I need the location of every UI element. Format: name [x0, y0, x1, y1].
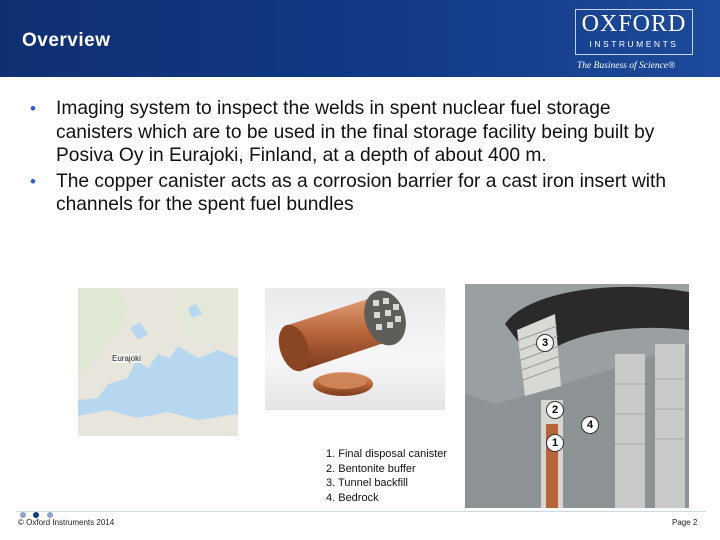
legend-item: 2. Bentonite buffer	[326, 462, 416, 475]
map-label-eurajoki: Eurajoki	[112, 354, 141, 363]
finland-map-image	[78, 288, 238, 436]
marker-1: 1	[546, 434, 564, 452]
footer-copyright: © Oxford Instruments 2014	[18, 518, 115, 527]
diagram-legend	[326, 447, 447, 505]
slide-header	[0, 0, 720, 77]
tagline: The Business of Science®	[577, 61, 676, 71]
bullet-text: Imaging system to inspect the welds in spent nuclear fuel storage canisters which are to be used in the final storage facility being built by Posiva Oy in Eurajoki, Finland, at a depth of about 400 m.	[56, 98, 655, 166]
repository-cutaway-diagram	[465, 284, 689, 508]
bullet-text: The copper canister acts as a corrosion barrier for a cast iron insert with channels for the spent fuel bundles	[56, 170, 666, 215]
marker-2: 2	[546, 401, 564, 419]
marker-4: 4	[581, 416, 599, 434]
legend-item: 4. Bedrock	[326, 491, 379, 504]
bullet-item	[30, 97, 690, 168]
logo-main-text: OXFORD	[581, 11, 687, 37]
copper-canister-photo	[265, 288, 445, 410]
oxford-instruments-logo	[575, 9, 693, 55]
logo-sub-text: INSTRUMENTS	[589, 39, 679, 49]
legend-item: 1. Final disposal canister	[326, 448, 448, 460]
footer-divider	[16, 511, 706, 512]
legend-item: 3. Tunnel backfill	[326, 477, 408, 489]
bullet-item	[30, 170, 690, 217]
bullet-icon: •	[30, 99, 36, 118]
marker-3: 3	[536, 334, 554, 352]
bullet-icon: •	[30, 171, 36, 191]
footer-page-number: Page 2	[672, 518, 698, 527]
bullet-list	[30, 97, 690, 219]
slide-title: Overview	[22, 30, 111, 51]
